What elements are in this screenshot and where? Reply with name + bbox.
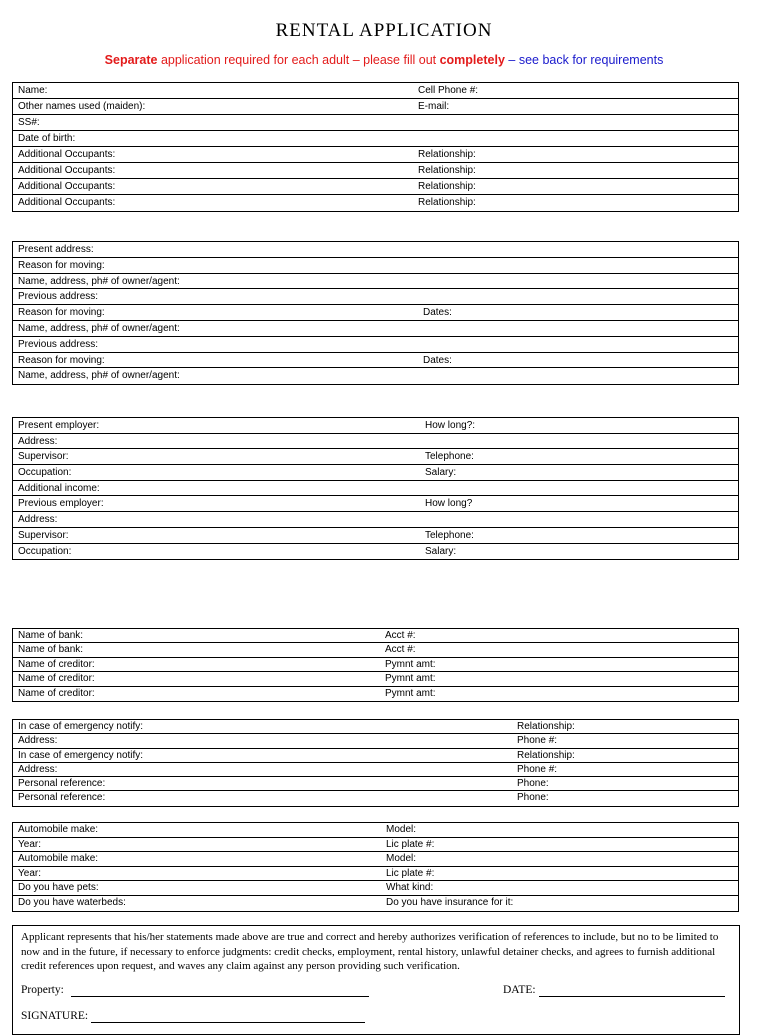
personal-row[interactable] [13, 131, 738, 147]
banking-row[interactable] [13, 643, 738, 657]
employment-field-label: Supervisor: [18, 451, 69, 463]
emergency-row[interactable] [13, 763, 738, 777]
residence-field-label: Present address: [18, 244, 94, 255]
residence-field-label: Reason for moving: [18, 307, 105, 319]
banking-row[interactable] [13, 658, 738, 672]
banking-field-label-right: Acct #: [385, 644, 416, 656]
banking-field-label-right: Acct #: [385, 630, 416, 641]
authorization-section [12, 925, 740, 1035]
employment-field-label: Previous employer: [18, 498, 104, 510]
subtitle-completely: completely [439, 53, 505, 67]
employment-row[interactable] [13, 434, 738, 450]
emergency-field-label: Personal reference: [18, 778, 106, 790]
residence-row[interactable] [13, 242, 738, 258]
employment-row[interactable] [13, 449, 738, 465]
employment-row[interactable] [13, 544, 738, 560]
employment-field-label: Occupation: [18, 467, 72, 479]
residence-field-label: Reason for moving: [18, 354, 105, 366]
date-label: DATE: [503, 984, 536, 996]
personal-row[interactable] [13, 83, 738, 99]
property-label: Property: [21, 984, 64, 996]
personal-field-label-right: Relationship: [418, 181, 476, 192]
residence-field-label: Reason for moving: [18, 259, 105, 271]
employment-field-label: Address: [18, 435, 58, 447]
employment-field-label: Present employer: [18, 420, 100, 431]
vehicles-row[interactable] [13, 896, 738, 911]
emergency-row[interactable] [13, 791, 738, 805]
employment-section [12, 417, 739, 560]
emergency-row[interactable] [13, 749, 738, 763]
personal-row[interactable] [13, 179, 738, 195]
emergency-field-label-right: Relationship: [517, 721, 575, 732]
employment-row[interactable] [13, 418, 738, 434]
vehicles-field-label: Do you have waterbeds: [18, 896, 126, 908]
date-field[interactable] [539, 996, 725, 997]
residence-field-label: Previous address: [18, 291, 99, 303]
personal-field-label: Name: [18, 85, 48, 96]
banking-row[interactable] [13, 629, 738, 643]
banking-field-label: Name of creditor: [18, 673, 95, 685]
employment-row[interactable] [13, 512, 738, 528]
vehicles-field-label-right: Model: [386, 853, 417, 865]
residence-row[interactable] [13, 258, 738, 274]
vehicles-field-label: Year: [18, 867, 41, 879]
vehicles-field-label-right: Model: [386, 824, 417, 835]
residence-row[interactable] [13, 321, 738, 337]
employment-field-label-right: Salary: [425, 467, 457, 479]
banking-field-label-right: Pymnt amt: [385, 673, 436, 685]
banking-row[interactable] [13, 687, 738, 701]
personal-field-label-right: Relationship: [418, 149, 476, 160]
property-field[interactable] [71, 996, 369, 997]
employment-row[interactable] [13, 481, 738, 497]
employment-row[interactable] [13, 528, 738, 544]
residence-row[interactable] [13, 305, 738, 321]
subtitle-separate: Separate [104, 53, 158, 67]
vehicles-field-label-right: Do you have insurance for it: [386, 896, 514, 908]
banking-field-label-right: Pymnt amt: [385, 658, 436, 670]
vehicles-pets-section [12, 822, 739, 912]
authorization-text: Applicant represents that his/her statements made above are true and correct and hereby authorizes verification of references to include, but no to be limited to now and in the future, if necessary to enforce judgments: credit checks, employment, rental history, unlawful detainer checks, and agrees to furnish additional credit references upon request, and waves any claim against any person providing such verification. [21, 931, 719, 972]
signature-field[interactable] [91, 1022, 365, 1023]
emergency-field-label: Address: [18, 763, 58, 775]
employment-field-label-right: How long?: [425, 420, 476, 431]
personal-field-label: Other names used (maiden): [18, 101, 146, 112]
emergency-row[interactable] [13, 734, 738, 748]
employment-field-label: Additional income: [18, 482, 100, 494]
employment-row[interactable] [13, 496, 738, 512]
employment-field-label: Address: [18, 514, 58, 526]
employment-field-label: Occupation: [18, 545, 72, 557]
emergency-field-label-right: Phone #: [517, 763, 558, 775]
emergency-field-label: In case of emergency notify: [18, 749, 144, 761]
personal-field-label-right: Relationship: [418, 165, 476, 176]
page-title: RENTAL APPLICATION [275, 20, 493, 41]
residence-field-label-right: Dates: [423, 307, 452, 319]
banking-credit-section [12, 628, 739, 702]
employment-field-label-right: Telephone: [425, 529, 474, 541]
personal-field-label: SS#: [18, 117, 40, 128]
emergency-field-label-right: Phone: [517, 778, 549, 790]
subtitle-middle: application required for each adult – please fill out [157, 53, 440, 67]
residence-row[interactable] [13, 274, 738, 290]
personal-field-label-right: E-mail: [418, 101, 450, 112]
residence-history-section [12, 241, 739, 385]
emergency-field-label: Address: [18, 735, 58, 747]
personal-field-label: Additional Occupants: [18, 149, 116, 160]
signature-label: SIGNATURE: [21, 1010, 89, 1022]
vehicles-field-label-right: Lic plate #: [386, 867, 435, 879]
emergency-row[interactable] [13, 777, 738, 791]
personal-field-label: Date of birth: [18, 133, 76, 144]
emergency-field-label: Personal reference: [18, 792, 106, 804]
vehicles-field-label: Automobile make: [18, 824, 99, 835]
residence-field-label-right: Dates: [423, 354, 452, 366]
vehicles-field-label: Do you have pets: [18, 882, 99, 894]
banking-field-label: Name of bank: [18, 630, 84, 641]
vehicles-row[interactable] [13, 838, 738, 853]
residence-field-label: Name, address, ph# of owner/agent: [18, 275, 180, 287]
banking-field-label: Name of creditor: [18, 658, 95, 670]
vehicles-field-label-right: What kind: [386, 882, 434, 894]
personal-row[interactable] [13, 147, 738, 163]
employment-field-label-right: Salary: [425, 545, 457, 557]
emergency-field-label-right: Phone: [517, 792, 549, 804]
residence-field-label: Name, address, ph# of owner/agent: [18, 322, 180, 334]
personal-field-label-right: Cell Phone #: [418, 85, 479, 96]
residence-row[interactable] [13, 353, 738, 369]
employment-field-label-right: Telephone: [425, 451, 474, 463]
vehicles-row[interactable] [13, 881, 738, 896]
vehicles-field-label: Automobile make: [18, 853, 99, 865]
vehicles-field-label: Year: [18, 838, 41, 850]
emergency-row[interactable] [13, 720, 738, 734]
vehicles-row[interactable] [13, 852, 738, 867]
subtitle-dash: – [504, 53, 519, 67]
employment-row[interactable] [13, 465, 738, 481]
banking-row[interactable] [13, 672, 738, 686]
emergency-field-label: In case of emergency notify: [18, 721, 144, 732]
emergency-references-section [12, 719, 739, 807]
personal-row[interactable] [13, 163, 738, 179]
personal-row[interactable] [13, 99, 738, 115]
residence-row[interactable] [13, 289, 738, 305]
vehicles-field-label-right: Lic plate #: [386, 838, 435, 850]
emergency-field-label-right: Phone #: [517, 735, 558, 747]
personal-info-section [12, 82, 739, 212]
vehicles-row[interactable] [13, 867, 738, 882]
employment-field-label: Supervisor: [18, 529, 69, 541]
personal-field-label: Additional Occupants: [18, 181, 116, 192]
subtitle-see-back-link[interactable]: see back for requirements [518, 53, 664, 67]
emergency-field-label-right: Relationship: [517, 749, 575, 761]
personal-field-label: Additional Occupants: [18, 197, 116, 208]
personal-row[interactable] [13, 195, 738, 211]
residence-row[interactable] [13, 368, 738, 384]
banking-field-label-right: Pymnt amt: [385, 687, 436, 699]
employment-field-label-right: How long? [425, 498, 473, 510]
banking-field-label: Name of bank: [18, 644, 84, 656]
residence-row[interactable] [13, 337, 738, 353]
vehicles-row[interactable] [13, 823, 738, 838]
personal-field-label-right: Relationship: [418, 197, 476, 208]
banking-field-label: Name of creditor: [18, 687, 95, 699]
residence-field-label: Previous address: [18, 338, 99, 350]
subtitle [0, 53, 768, 67]
personal-field-label: Additional Occupants: [18, 165, 116, 176]
residence-field-label: Name, address, ph# of owner/agent: [18, 370, 180, 382]
personal-row[interactable] [13, 115, 738, 131]
